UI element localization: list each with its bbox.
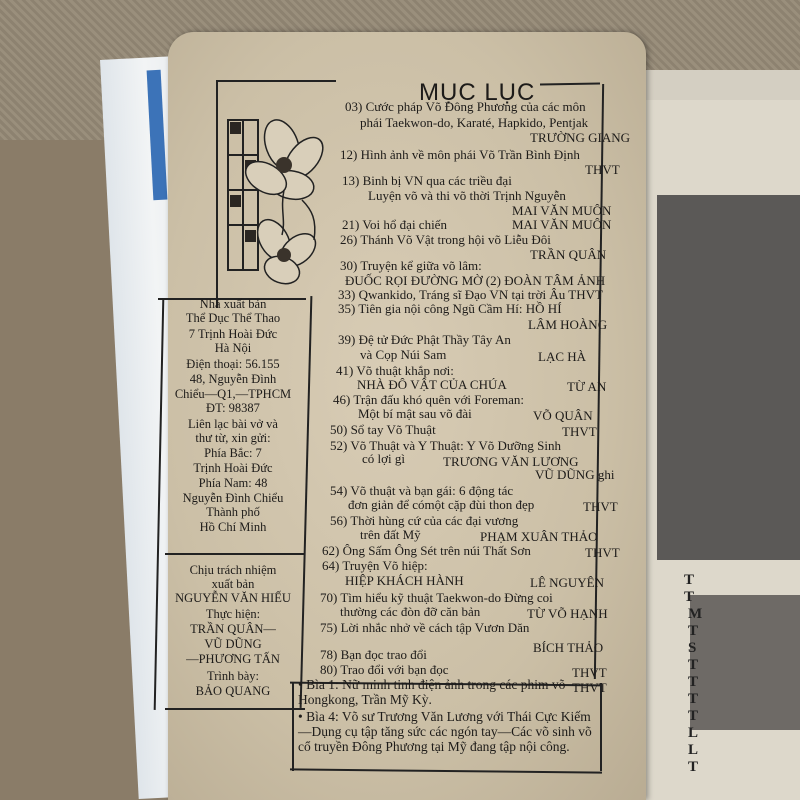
toc-entry: ĐUỐC RỌI ĐƯỜNG MỜ (2) ĐOÀN TÂM ẢNH (345, 273, 606, 288)
publisher-info-line: xuất bản (211, 577, 255, 591)
publisher-info-line: Chiểu—Q1,—TPHCM (174, 387, 292, 401)
publisher-info-line: Điện thoại: 56.155 (186, 357, 280, 371)
toc-entry: LÊ NGUYÊN (530, 575, 605, 590)
toc-entry: phái Taekwon-do, Karaté, Hapkido, Pentjak (360, 115, 589, 130)
toc-entry: 78) Bạn đọc trao đổi (320, 647, 427, 662)
publisher-info-line: Trịnh Hoài Đức (193, 461, 273, 475)
toc-entry: 12) Hình ảnh về môn phái Võ Trần Bình Định (340, 147, 580, 162)
toc-entry: NHÀ ĐÔ VẬT CỦA CHÚA (357, 377, 507, 392)
publisher-info-line: Liên lạc bài vở và (188, 417, 278, 431)
toc-entry: trên đất Mỹ (360, 527, 421, 542)
toc-entry: thường các đòn đỡ căn bản (340, 604, 481, 619)
toc-entry: BÍCH THẢO (533, 640, 604, 655)
toc-entry: 70) Tìm hiểu kỹ thuật Taekwon-do Đừng coi (320, 590, 553, 605)
right-magazine-letter: T (684, 589, 695, 605)
toc-entry: Luyện võ và thi võ thời Trịnh Nguyễn (368, 188, 566, 203)
publisher-info-line: 7 Trịnh Hoài Đức (188, 327, 278, 341)
toc-entry: 64) Truyện Võ hiệp: (322, 558, 428, 573)
toc-entry: LÂM HOÀNG (528, 317, 608, 332)
right-magazine-letter: T (688, 674, 699, 690)
toc-entry: và Cọp Núi Sam (360, 347, 447, 362)
right-magazine-letter: T (688, 657, 699, 673)
right-magazine-letter: T (688, 759, 699, 775)
toc-entry: LẠC HÀ (538, 349, 587, 364)
publisher-info-line: NGUYỄN VĂN HIẾU (175, 591, 291, 605)
toc-entry: 33) Qwankido, Tráng sĩ Đạo VN tại trời Âu THVT (338, 287, 603, 302)
cover-note: • Bìa 1: Nữ minh tinh điện ảnh trong các phim võ Hongkong, Trần Mỹ Kỳ. (298, 677, 566, 707)
toc-entry: Một bí mật sau võ đài (358, 406, 472, 421)
publisher-info-line: Hà Nội (214, 341, 252, 355)
toc-entry: 03) Cước pháp Võ Đông Phương của các môn (345, 99, 586, 114)
publisher-info-line: thư từ, xin gửi: (195, 431, 271, 445)
toc-entry: 54) Võ thuật và bạn gái: 6 động tác (330, 483, 514, 498)
toc-entry: MAI VĂN MUÔN (512, 217, 612, 232)
toc-entry: THVT (583, 499, 618, 514)
toc-entry: TRƯƠNG VĂN LƯƠNG (443, 454, 579, 469)
toc-entry: TRƯỜNG GIANG (530, 130, 630, 145)
toc-entry: MAI VĂN MUÔN (512, 203, 612, 218)
right-magazine-letter: T (688, 623, 699, 639)
toc-entry: 41) Võ thuật khắp nơi: (336, 363, 454, 378)
toc-entry: đơn giản để cómột cặp đùi thon đẹp (348, 497, 535, 512)
publisher-info-line: ĐT: 98387 (206, 401, 260, 415)
publisher-info-line: TRẦN QUÂN— (190, 622, 276, 636)
right-magazine-letter: M (688, 606, 703, 622)
toc-entry: THVT (572, 680, 607, 695)
right-magazine-letter: S (688, 640, 697, 656)
toc-entry: VŨ DŨNG ghi (535, 467, 615, 482)
publisher-info-line: —PHƯƠNG TẤN (186, 652, 280, 666)
sidebar-box-mid (165, 553, 305, 555)
publisher-info-line: 48, Nguyễn Đình (189, 372, 277, 386)
sidebar-box-bottom (165, 708, 305, 710)
toc-entry: có lợi gì (362, 451, 405, 466)
right-magazine-letter: T (688, 708, 699, 724)
frame-line-left (216, 80, 218, 308)
publisher-info-line: VŨ DŨNG (204, 637, 262, 651)
right-magazine-letter: T (688, 691, 699, 707)
right-magazine-letter: T (684, 572, 695, 588)
publisher-info-line: Trình bày: (207, 669, 259, 683)
toc-entry: TỪ VÕ HẠNH (527, 606, 608, 621)
page-title: MỤC LỤC (419, 79, 536, 106)
publisher-info-line: Thể Dục Thể Thao (185, 311, 281, 325)
toc-entry: HIỆP KHÁCH HÀNH (345, 573, 464, 588)
publisher-info-line: Hồ Chí Minh (199, 520, 267, 534)
toc-entry: 13) Binh bị VN qua các triều đại (342, 173, 512, 188)
toc-entry: TRẦN QUÂN (530, 247, 607, 262)
publisher-info-line: Thành phố (206, 505, 260, 519)
toc-entry: VÕ QUÂN (533, 408, 593, 423)
toc-entry: THVT (572, 665, 607, 680)
toc-entry: THVT (585, 545, 620, 560)
toc-entry: 35) Tiên gia nội công Ngũ Cầm Hí: HỒ HÍ (338, 301, 562, 316)
publisher-info-line: Thực hiện: (205, 607, 261, 621)
right-magazine-letter: L (688, 742, 699, 758)
toc-entry: 21) Voi hổ đại chiến (342, 217, 447, 232)
publisher-info-line: Phía Nam: 48 (198, 476, 268, 490)
publisher-info-line: Nhà xuất bản (199, 297, 267, 311)
toc-entry: 56) Thời hùng cứ của các đại vương (330, 513, 519, 528)
right-magazine-photo (657, 195, 800, 560)
flower-illustration (222, 100, 332, 290)
toc-entry: 30) Truyện kể giữa võ lâm: (340, 258, 482, 273)
right-magazine-letter: L (688, 725, 699, 741)
toc-entry: THVT (562, 424, 597, 439)
toc-entry: 80) Trao đổi với bạn đọc (320, 662, 449, 677)
frame-line-top (216, 80, 336, 82)
publisher-info-line: BẢO QUANG (195, 684, 271, 698)
toc-entry: 50) Sổ tay Võ Thuật (330, 422, 436, 437)
toc-entry: 75) Lời nhắc nhở về cách tập Vươn Dăn (320, 620, 530, 635)
toc-entry: 46) Trận đấu khó quên với Foreman: (333, 392, 525, 407)
toc-entry: 39) Đệ tử Đức Phật Thầy Tây An (338, 332, 511, 347)
bia-box-right (600, 683, 602, 771)
right-magazine-photo-lower (690, 595, 800, 730)
toc-entry: 52) Võ Thuật và Y Thuật: Y Võ Dưỡng Sinh (330, 438, 561, 453)
cover-note: • Bìa 4: Võ sư Trương Văn Lương với Thái Cực Kiếm—Dụng cụ tập tăng sức các ngón tay—Các võ sinh võ cổ truyền Đông Phương tại Mỹ đang tập nội công. (298, 709, 592, 754)
toc-entry: TỪ AN (567, 379, 607, 394)
toc-entry: PHẠM XUÂN THẢO (480, 529, 598, 544)
publisher-info-line: Chịu trách nhiệm (189, 563, 277, 577)
toc-entry: THVT (585, 162, 620, 177)
toc-entry: 26) Thánh Võ Vật trong hội võ Liễu Đôi (340, 232, 551, 247)
publisher-info-line: Nguyễn Đình Chiểu (182, 491, 284, 505)
toc-entry: 62) Ông Sấm Ông Sét trên núi Thất Sơn (322, 543, 531, 558)
publisher-info-line: Phía Bắc: 7 (204, 446, 262, 460)
